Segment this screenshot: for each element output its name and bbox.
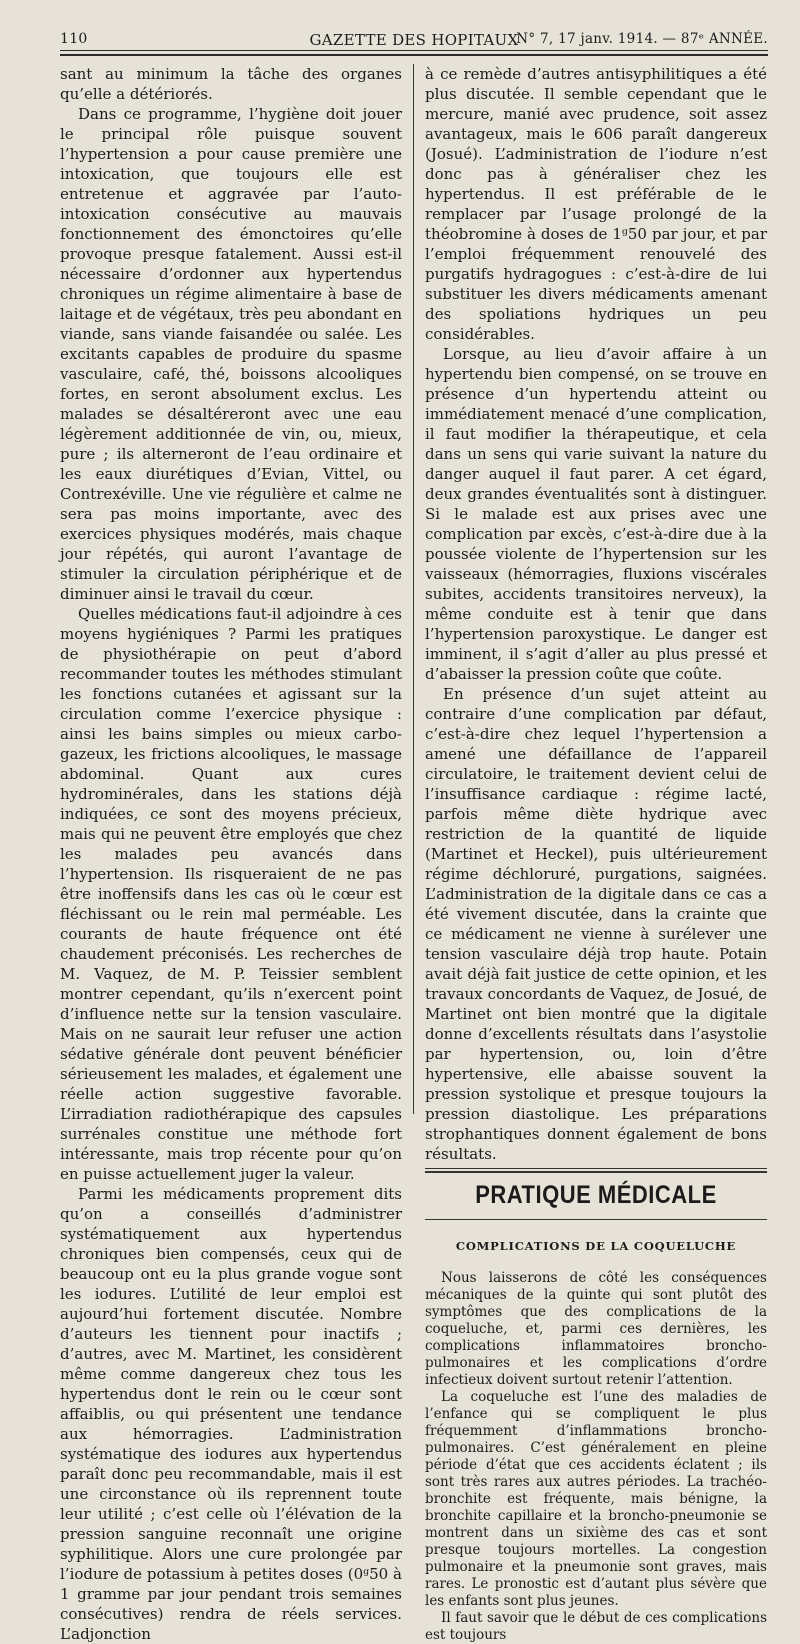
journal-title: GAZETTE DES HOPITAUX <box>309 31 519 49</box>
paragraph: Lorsque, au lieu d’avoir affaire à un hypertendu bien compensé, on se trouve en présence d’un hypertendu atteint ou immédiatement menacé d’une complication, il faut modifier la thérapeutique, et cela dans un sens qui varie suivant la nature du danger auquel il faut parer. A cet égard, deux grandes éventualités sont à distinguer. Si le malade est aux prises avec une complication par excès, c’est-à-dire due à la poussée violente de l’hypertension sur les vaisseaux (hémorragies, fluxions viscérales subites, accidents transitoires nerveux), la même conduite est à tenir que dans l’hypertension paroxystique. Le danger est imminent, il s’agit d’aller au plus pressé et d’abaisser la pression coûte que coûte. <box>425 345 767 683</box>
paragraph: En présence d’un sujet atteint au contraire d’une complication par défaut, c’est-à-dire chez lequel l’hypertension a amené une défaillance de l’appareil circulatoire, le traitement devient celui de l’insuffisance cardiaque : régime lacté, parfois même diète hydrique avec restriction de la quantité de liquide (Martinet et Heckel), puis ultérieurement régime déchloruré, purgations, saignées. L’administration de la digitale dans ce cas a été vivement discutée, dans la crainte que ce médicament ne vienne à surélever une tension vasculaire déjà trop haute. Potain avait déjà fait justice de cette opinion, et les travaux concordants de Vaquez, de Josué, de Martinet ont bien montré que la digitale donne d’excellents résultats dans l’asystolie par hypertension, ou, loin d’être hypertensive, elle abaisse souvent la pression systolique et presque toujours la pression diastolique. Les préparations strophantiques donnent également de bons résultats. <box>425 685 767 1163</box>
section-title-rule <box>425 1219 767 1220</box>
header-rule-thick <box>60 54 768 56</box>
issue-info: N° 7, 17 janv. 1914. — 87ᵉ ANNÉE. <box>516 31 768 47</box>
section-title: PRATIQUE MÉDICALE <box>475 1180 717 1209</box>
paragraph: Il faut savoir que le début de ces complications est toujours <box>425 1610 767 1643</box>
paragraph: Quelles médications faut-il adjoindre à ces moyens hygiéniques ? Parmi les pratiques de physiothérapie on peut d’abord recommander toutes les méthodes stimulant les fonctions cutanées et agissant sur la circulation comme l’exercice physique : ainsi les bains simples ou mieux carbo-gazeux, les frictions alcooliques, le massage abdominal. Quant aux cures hydrominérales, dans les stations déjà indiquées, ce sont des moyens précieux, mais qui ne peuvent être employés que chez les malades peu avancés dans l’hypertension. Ils risqueraient de ne pas être inoffensifs dans les cas où le cœur est fléchissant ou le rein mal perméable. Les courants de haute fréquence ont été chaudement préconisés. Les recherches de M. Vaquez, de M. P. Teissier semblent montrer cependant, qu’ils n’exercent point d’influence nette sur la tension vasculaire. Mais on ne saurait leur refuser une action sédative générale dont peuvent bénéficier sérieusement les malades, et également une réelle action suggestive favorable. L’irradiation radiothérapique des capsules surrénales constitue une méthode fort intéressante, mais trop récente pour qu’on en puisse actuellement juger la valeur. <box>60 605 403 1183</box>
page-number: 110 <box>60 31 88 47</box>
header-rule <box>60 50 768 51</box>
column-divider <box>413 64 414 1114</box>
right-column <box>425 64 767 1644</box>
left-column <box>60 64 402 1644</box>
article-subtitle: COMPLICATIONS DE LA COQUELUCHE <box>455 1239 737 1253</box>
paragraph: Nous laisserons de côté les conséquences mécaniques de la quinte qui sont plutôt des symptômes que des complications de la coqueluche, et, parmi ces dernières, les complications inflammatoires broncho-pulmonaires et les complications d’ordre infectieux doivent surtout retenir l’attention. <box>425 1270 767 1388</box>
paragraph: La coqueluche est l’une des maladies de l’enfance qui se compliquent le plus fréquemment d’inflammations broncho-pulmonaires. C’est généralement en pleine période d’état que ces accidents éclatent ; ils sont très rares aux autres périodes. La trachéo-bronchite est fréquente, mais bénigne, la bronchite capillaire et la broncho-pneumonie se montrent dans un sixième des cas et sont presque toujours mortelles. La congestion pulmonaire et la pneumonie sont graves, mais rares. Le pronostic est d’autant plus sévère que les enfants sont plus jeunes. <box>425 1389 767 1609</box>
section-rule <box>425 1168 767 1169</box>
paragraph: à ce remède d’autres antisyphilitiques a été plus discutée. Il semble cependant que le mercure, manié avec prudence, soit assez avantageux, mais le 606 paraît dangereux (Josué). L’administration de l’iodure n’est donc pas à généraliser chez les hypertendus. Il est préférable de le remplacer par l’usage prolongé de la théobromine à doses de 1ᵍ50 par jour, et par l’emploi fréquemment renouvelé des purgatifs hydragogues : c’est-à-dire de lui substituer les divers médicaments amenant des spoliations hydriques un peu considérables. <box>425 65 767 343</box>
article-body <box>425 1270 767 1644</box>
section-rule-thick <box>425 1171 767 1173</box>
paragraph: Parmi les médicaments proprement dits qu’on a conseillés d’administrer systématiquement aux hypertendus chroniques bien compensés, ceux qui de beaucoup ont eu la plus grande vogue sont les iodures. L’utilité de leur emploi est aujourd’hui fortement discutée. Nombre d’auteurs les tiennent pour inactifs ; d’autres, avec M. Martinet, les considèrent même comme dangereux chez tous les hypertendus dont le rein ou le cœur sont affaiblis, ou qui présentent une tendance aux hémorragies. L’administration systématique des iodures aux hypertendus paraît donc peu recommandable, mais il est une circonstance où ils reprennent toute leur utilité ; c’est celle où l’élévation de la pression sanguine reconnaît une origine syphilitique. Alors une cure prolongée par l’iodure de potassium à petites doses (0ᵍ50 à 1 gramme par jour pendant trois semaines consécutives) rendra de réels services. L’adjonction <box>60 1185 402 1643</box>
running-header <box>60 28 768 50</box>
paragraph: sant au minimum la tâche des organes qu’elle a détériorés. <box>60 65 402 103</box>
paragraph: Dans ce programme, l’hygiène doit jouer le principal rôle puisque souvent l’hypertension a pour cause première une intoxication, que toujours elle est entretenue et aggravée par l’auto-intoxication consécutive au mauvais fonctionnement des émonctoires qu’elle provoque presque fatalement. Aussi est-il nécessaire d’ordonner aux hypertendus chroniques un régime alimentaire à base de laitage et de végétaux, très peu abondant en viande, sans viande faisandée ou salée. Les excitants capables de produire du spasme vasculaire, café, thé, boissons alcooliques fortes, en seront absolument exclus. Les malades se désaltéreront avec une eau légèrement additionnée de vin, ou, mieux, pure ; ils alterneront de l’eau ordinaire et les eaux diurétiques d’Evian, Vittel, ou Contrexéville. Une vie régulière et calme ne sera pas moins importante, avec des exercices physiques modérés, mais chaque jour répétés, qui auront l’avantage de stimuler la circulation périphérique et de diminuer ainsi le travail du cœur. <box>60 105 402 603</box>
